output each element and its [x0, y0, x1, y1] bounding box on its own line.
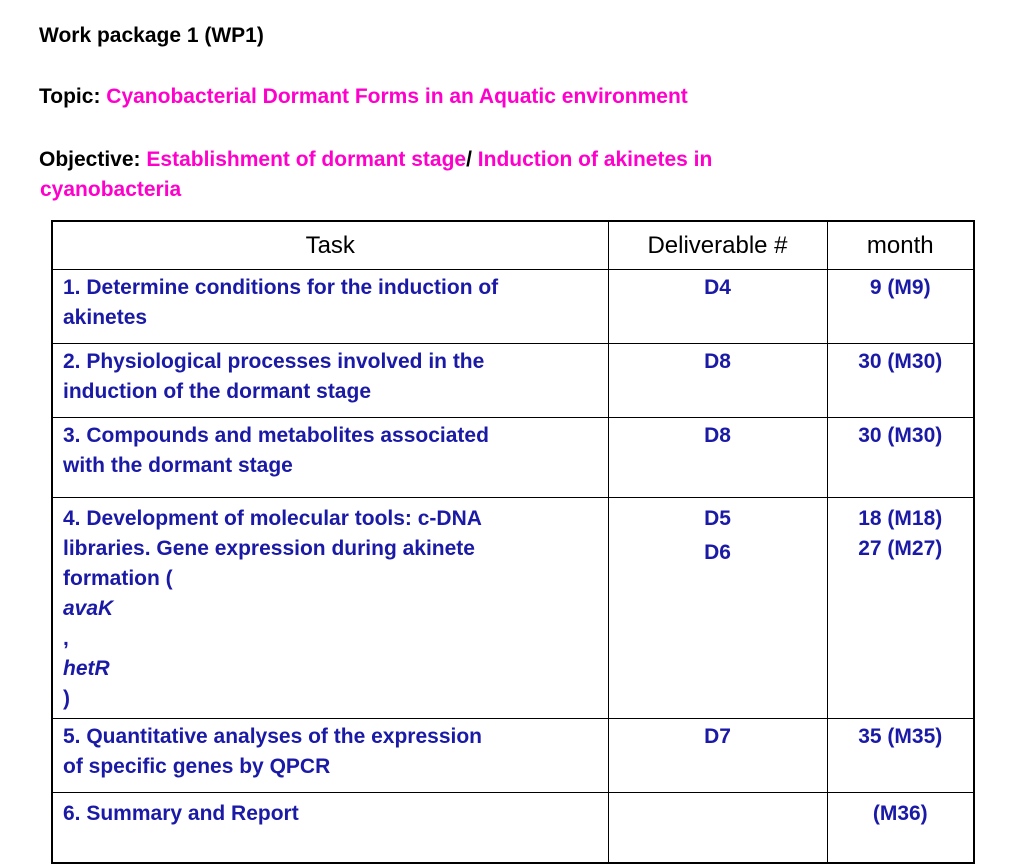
task-text: akinetes: [63, 306, 148, 329]
gene-name-avak: avaK: [63, 597, 114, 620]
month-text: 30 (M30): [858, 350, 943, 373]
task-cell: [52, 418, 608, 498]
deliverable-cell: [608, 793, 827, 863]
task-text: of specific genes by QPCR: [63, 755, 331, 778]
month-text: 35 (M35): [858, 725, 943, 748]
deliverable-cell: [608, 418, 827, 498]
task-text: 2. Physiological processes involved in the: [63, 350, 485, 373]
task-text: 5. Quantitative analyses of the expression: [63, 725, 482, 748]
deliverable-text: D7: [704, 725, 731, 748]
month-cell: [827, 719, 974, 793]
month-cell: [827, 344, 974, 418]
deliverable-text: D8: [704, 424, 731, 447]
task-text-separator: ,: [63, 627, 69, 650]
deliverable-text: D4: [704, 276, 731, 299]
table-row: [52, 498, 974, 719]
topic-line: [39, 84, 688, 110]
objective-line-1: [39, 145, 712, 175]
month-cell: [827, 418, 974, 498]
objective-value-1: Establishment of dormant stage: [146, 148, 467, 171]
deliverable-text: D6: [704, 541, 731, 564]
deliverable-cell: [608, 498, 827, 719]
objective-value-2: Induction of akinetes in: [477, 148, 713, 171]
task-text: [63, 564, 600, 714]
header-deliverable: Deliverable #: [608, 221, 827, 270]
table-row: [52, 270, 974, 344]
objective-value-3: cyanobacteria: [40, 178, 182, 201]
deliverable-text: D5: [704, 507, 731, 530]
table-row: [52, 719, 974, 793]
deliverable-cell: [608, 344, 827, 418]
topic-label: Topic:: [39, 85, 101, 108]
task-text-suffix: ): [63, 687, 70, 710]
topic-value: Cyanobacterial Dormant Forms in an Aquatic environment: [106, 85, 688, 108]
objective-label: Objective:: [39, 148, 141, 171]
table-row: [52, 344, 974, 418]
header-task: Task: [52, 221, 608, 270]
month-text: (M36): [872, 802, 928, 825]
task-text: induction of the dormant stage: [63, 380, 371, 403]
task-text: 6. Summary and Report: [63, 802, 299, 825]
objective-line-2: [39, 175, 712, 205]
month-cell: [827, 793, 974, 863]
objective-block: [39, 145, 712, 205]
month-text: 9 (M9): [869, 276, 931, 299]
task-text: libraries. Gene expression during akinete: [63, 537, 475, 560]
deliverable-cell: [608, 270, 827, 344]
table-row: [52, 793, 974, 863]
task-text: with the dormant stage: [63, 454, 293, 477]
deliverable-text: D8: [704, 350, 731, 373]
header-month: month: [827, 221, 974, 270]
month-cell: [827, 270, 974, 344]
task-cell: [52, 498, 608, 719]
objective-separator: /: [466, 148, 472, 171]
task-text: 1. Determine conditions for the induction of: [63, 276, 499, 299]
work-package-title: Work package 1 (WP1): [39, 24, 264, 47]
task-text: 3. Compounds and metabolites associated: [63, 424, 489, 447]
table-row: [52, 418, 974, 498]
month-text: 30 (M30): [858, 424, 943, 447]
table-header-row: [52, 221, 974, 270]
month-text: 18 (M18): [858, 507, 943, 530]
month-text: 27 (M27): [858, 537, 943, 560]
month-cell: [827, 498, 974, 719]
task-cell: [52, 793, 608, 863]
work-package-table: [51, 220, 975, 864]
gene-name-hetr: hetR: [63, 657, 110, 680]
deliverable-cell: [608, 719, 827, 793]
task-text-prefix: formation (: [63, 567, 173, 590]
task-cell: [52, 719, 608, 793]
task-cell: [52, 344, 608, 418]
task-text: 4. Development of molecular tools: c-DNA: [63, 507, 482, 530]
task-cell: [52, 270, 608, 344]
